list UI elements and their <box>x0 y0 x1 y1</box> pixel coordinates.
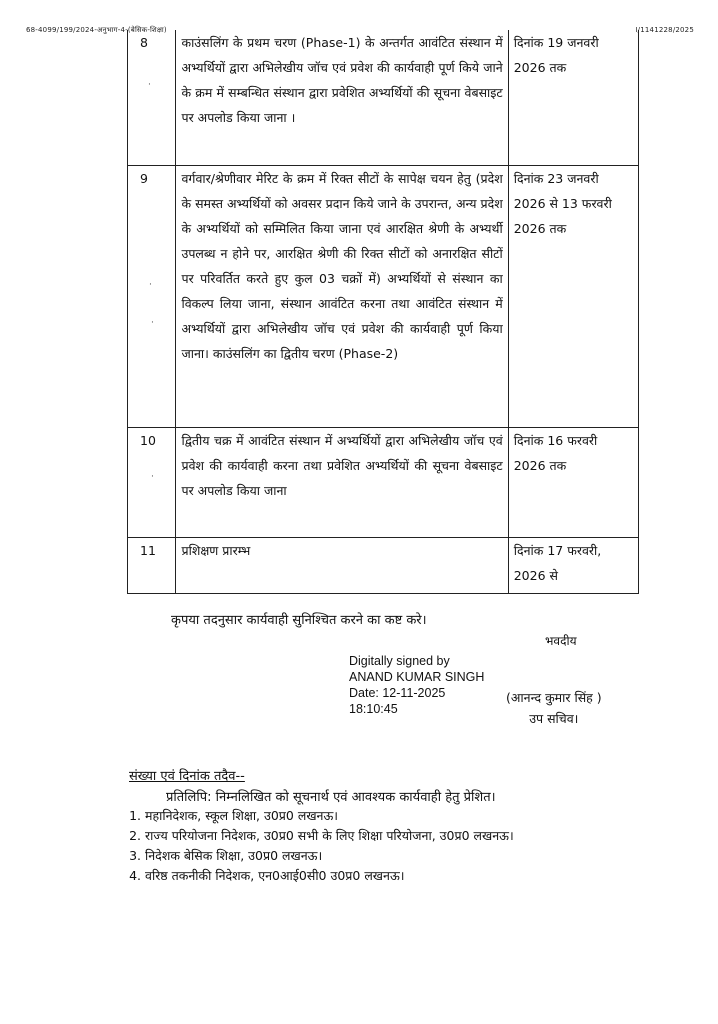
request-line: कृपया तदनुसार कार्यवाही सुनिश्चित करने का कष्ट करे। <box>171 613 427 628</box>
row-number: 10 <box>128 427 176 537</box>
copy-intro: प्रतिलिपि: निम्नलिखित को सूचनार्थ एवं आवश्यक कार्यवाही हेतु प्रेशित। <box>166 790 496 805</box>
row-date: दिनांक 16 फरवरी 2026 तक <box>508 427 638 537</box>
list-item: 3. निदेशक बेसिक शिक्षा, उ0प्र0 लखनऊ। <box>145 846 514 866</box>
scan-mark: · <box>151 472 154 482</box>
document-id: I/1141228/2025 <box>635 26 694 34</box>
table-row <box>128 537 639 593</box>
row-description: वर्गवार/श्रेणीवार मेरिट के क्रम में रिक्त सीटों के सापेक्ष चयन हेतु (प्रदेश के समस्त अभ्यर्थियों को अवसर प्रदान किये जाने के उपरान्त, अन्य प्रदेश के अभ्यर्थियों को सम्मिलित किया जाना एवं आरक्षित श्रेणी के अभ्यर्थी उपलब्ध न होने पर, आरक्षित श्रेणी की रिक्त सीटों को अनारक्षित सीटों पर परिवर्तित करते हुए कुल 03 चक्रों में) अभ्यर्थियों से संस्थान का विकल्प लिया जाना, संस्थान आवंटित करना तथा आवंटित संस्थान में अभ्यर्थियों द्वारा अभिलेखीय जॉच एवं प्रवेश की कार्यवाही पूर्ण किया जाना। काउंसलिंग का द्वितीय चरण (Phase-2) <box>176 165 508 427</box>
list-item: 4. वरिष्ठ तकनीकी निदेशक, एन0आई0सी0 उ0प्र0 लखनऊ। <box>145 866 514 886</box>
signature-date: Date: 12-11-2025 <box>349 686 446 700</box>
distribution-list <box>113 806 514 886</box>
schedule-table <box>127 30 639 594</box>
scan-mark: · <box>148 80 151 90</box>
signer-name: ANAND KUMAR SINGH <box>349 670 485 684</box>
row-description: काउंसलिंग के प्रथम चरण (Phase-1) के अन्तर्गत आवंटित संस्थान में अभ्यर्थियों द्वारा अभिलेखीय जॉच एवं प्रवेश की कार्यवाही पूर्ण किये जाने के क्रम में सम्बन्धित संस्थान द्वारा प्रवेशित अभ्यर्थियों की सूचना वेबसाइट पर अपलोड किया जाना । <box>176 30 508 165</box>
signatory-name: (आनन्द कुमार सिंह ) <box>506 690 602 705</box>
row-number: 11 <box>128 537 176 593</box>
table-row <box>128 165 639 427</box>
table-row <box>128 30 639 165</box>
closing-salutation: भवदीय <box>545 634 577 648</box>
scan-mark: · <box>151 318 154 328</box>
digital-signature <box>349 653 484 717</box>
list-item: 2. राज्य परियोजना निदेशक, उ0प्र0 सभी के लिए शिक्षा परियोजना, उ0प्र0 लखनऊ। <box>145 826 514 846</box>
row-description: प्रशिक्षण प्रारम्भ <box>176 537 508 593</box>
row-number: 8 <box>128 30 176 165</box>
row-date: दिनांक 23 जनवरी 2026 से 13 फरवरी 2026 तक <box>508 165 638 427</box>
signature-caption: Digitally signed by <box>349 654 450 668</box>
endorsement-heading: संख्या एवं दिनांक तदैव-- <box>129 769 245 784</box>
signatory-designation: उप सचिव। <box>529 711 579 726</box>
list-item: 1. महानिदेशक, स्कूल शिक्षा, उ0प्र0 लखनऊ। <box>145 806 514 826</box>
row-description: द्वितीय चक्र में आवंटित संस्थान में अभ्यर्थियों द्वारा अभिलेखीय जॉच एवं प्रवेश की कार्यवाही करना तथा प्रवेशित अभ्यर्थियों की सूचना वेबसाइट पर अपलोड किया जाना <box>176 427 508 537</box>
row-number: 9 <box>128 165 176 427</box>
signature-time: 18:10:45 <box>349 702 398 716</box>
file-reference: 68-4099/199/2024-अनुभाग-4-(बेसिक-शिक्षा) <box>26 26 167 34</box>
row-date: दिनांक 17 फरवरी, 2026 से <box>508 537 638 593</box>
signatory-block <box>506 687 602 729</box>
row-date: दिनांक 19 जनवरी 2026 तक <box>508 30 638 165</box>
scan-mark: · <box>149 280 152 290</box>
table-row <box>128 427 639 537</box>
